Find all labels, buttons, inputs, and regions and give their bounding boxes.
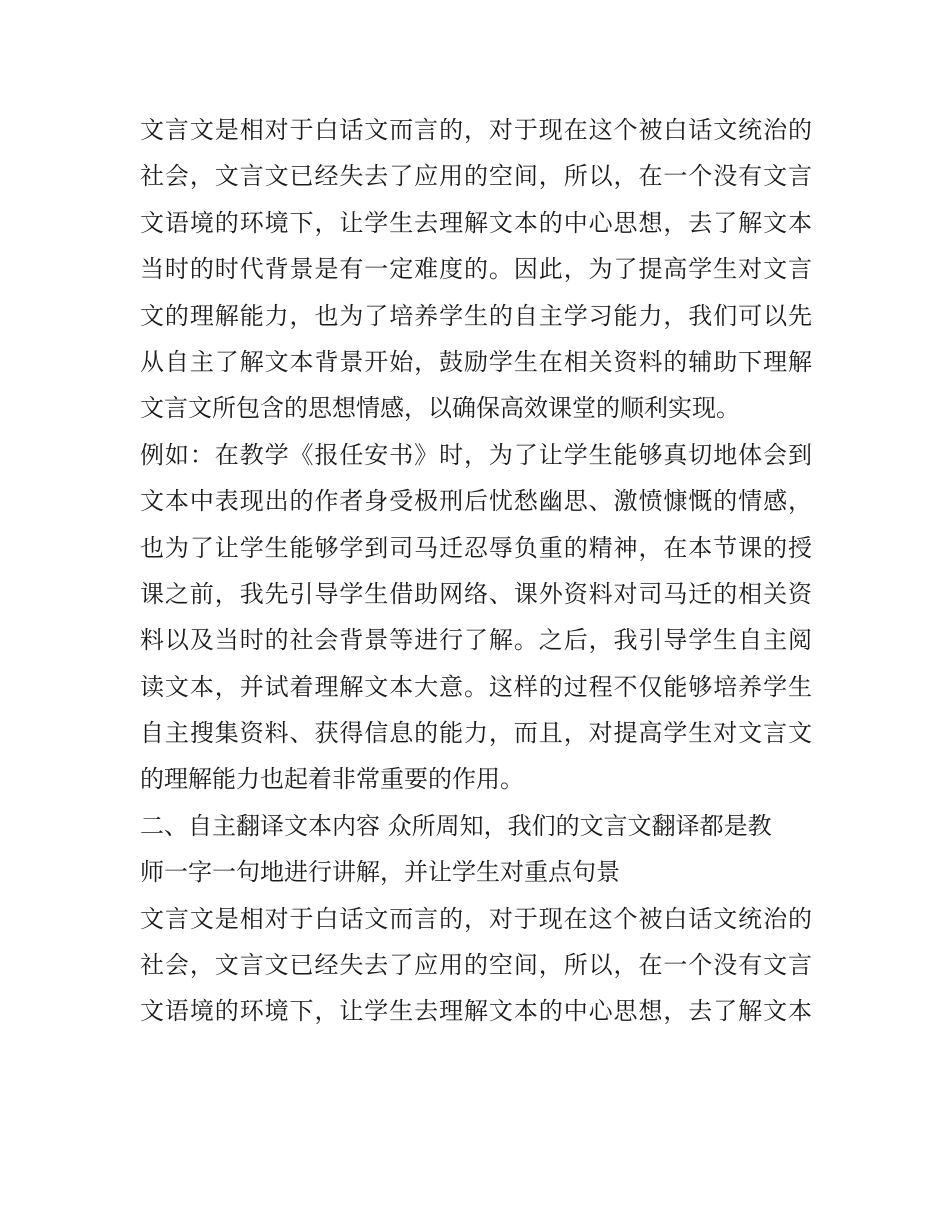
text-line: 自主搜集资料、获得信息的能力，而且，对提高学生对文言文 bbox=[140, 719, 812, 748]
text-line: 文语境的环境下，让学生去理解文本的中心思想，去了解文本 bbox=[140, 208, 812, 237]
text-line: 从自主了解文本背景开始，鼓励学生在相关资料的辅助下理解 bbox=[140, 347, 812, 376]
text-line: 文言文是相对于白话文而言的，对于现在这个被白话文统治的 bbox=[140, 904, 812, 933]
text-line: 读文本，并试着理解文本大意。这样的过程不仅能够培养学生 bbox=[140, 672, 812, 701]
text-line: 当时的时代背景是有一定难度的。因此，为了提高学生对文言 bbox=[140, 255, 812, 284]
text-line: 文本中表现出的作者身受极刑后忧愁幽思、激愤慷慨的情感， bbox=[140, 487, 812, 516]
section-heading-line: 二、自主翻译文本内容 众所周知，我们的文言文翻译都是教 bbox=[140, 811, 772, 840]
text-line: 文言文所包含的思想情感，以确保高效课堂的顺利实现。 bbox=[140, 394, 740, 423]
body-text bbox=[140, 107, 812, 1035]
text-line: 也为了让学生能够学到司马迁忍辱负重的精神，在本节课的授 bbox=[140, 533, 812, 562]
text-line: 社会，文言文已经失去了应用的空间，所以，在一个没有文言 bbox=[140, 951, 812, 980]
text-line: 文言文是相对于白话文而言的，对于现在这个被白话文统治的 bbox=[140, 116, 812, 144]
text-line: 社会，文言文已经失去了应用的空间，所以，在一个没有文言 bbox=[140, 162, 812, 191]
text-line: 文的理解能力，也为了培养学生的自主学习能力，我们可以先 bbox=[140, 301, 812, 330]
text-line: 课之前，我先引导学生借助网络、课外资料对司马迁的相关资 bbox=[140, 579, 812, 608]
text-line: 料以及当时的社会背景等进行了解。之后，我引导学生自主阅 bbox=[140, 626, 812, 655]
text-line: 文语境的环境下，让学生去理解文本的中心思想，去了解文本 bbox=[140, 997, 812, 1026]
text-line: 的理解能力也起着非常重要的作用。 bbox=[140, 765, 524, 794]
text-line: 例如：在教学《报任安书》时，为了让学生能够真切地体会到 bbox=[140, 440, 812, 469]
text-line: 师一字一句地进行讲解，并让学生对重点句景 bbox=[140, 858, 620, 887]
